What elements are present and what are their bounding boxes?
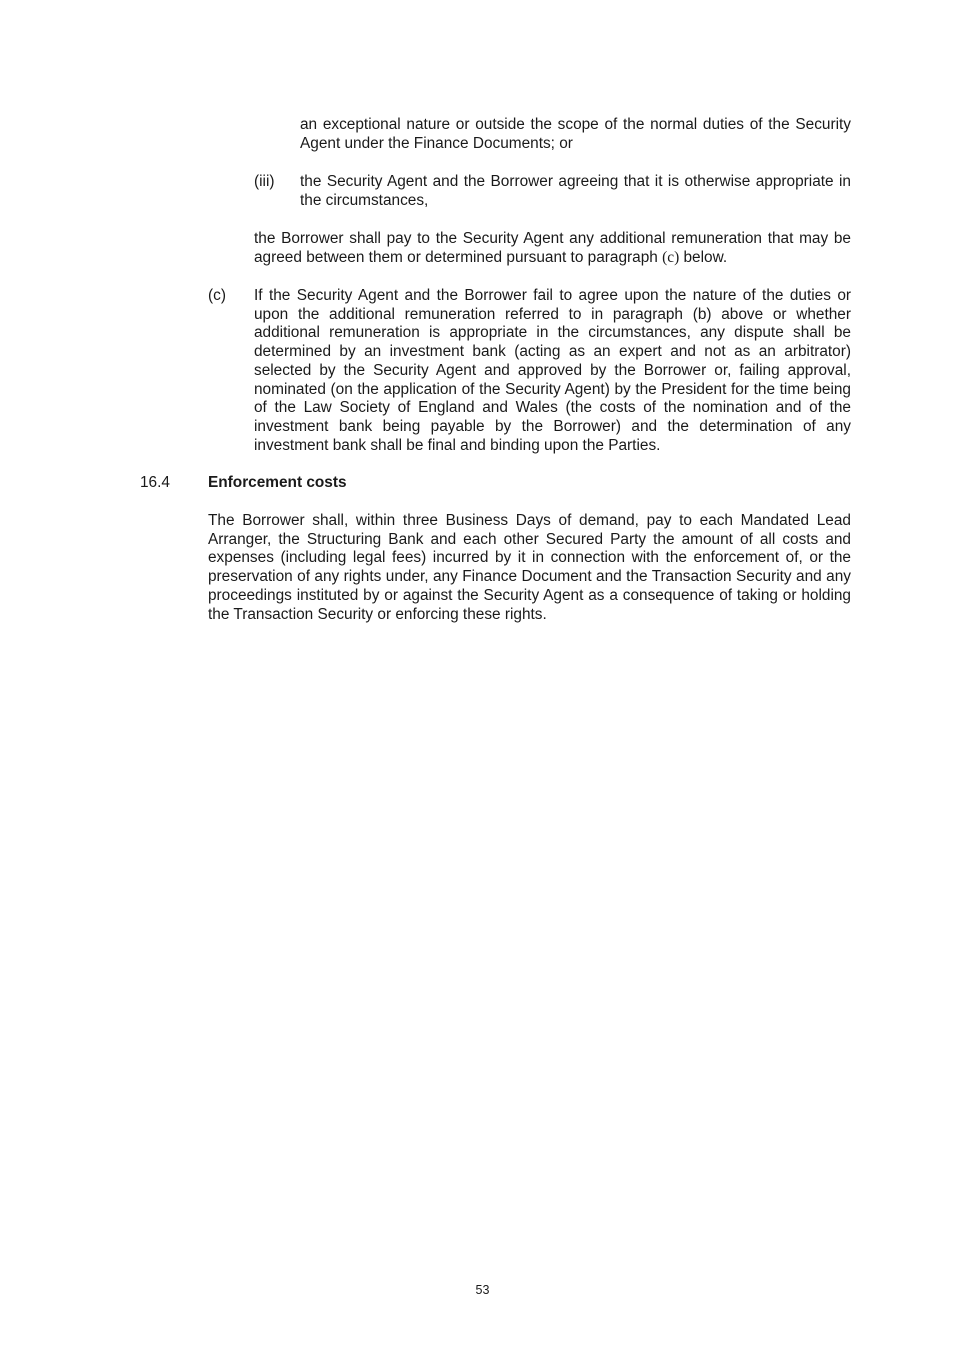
closing-paragraph-text-after: below.: [679, 248, 728, 266]
para-c-text: If the Security Agent and the Borrower fail to agree upon the nature of the duties or upon the additional remuneration referred to in paragraph (b) above or whether additional remuneration is appropriate in the circumstances, any dispute shall be determined by an investment bank (acting as an expert and not as an arbitrator) selected by the Security Agent and approved by the Borrower or, failing approval, nominated (on the application of the Security Agent) by the President for the time being of the Law Society of England and Wales (the costs of the nomination and of the investment bank being payable by the Borrower) and the determination of any investment bank shall be final and binding upon the Parties.: [254, 287, 851, 454]
continuation-paragraph: an exceptional nature or outside the scope of the normal duties of the Security Agent under the Finance Documents; or: [300, 116, 851, 152]
closing-paragraph: [254, 230, 851, 267]
page-number: 53: [475, 1283, 490, 1297]
section-title: Enforcement costs: [208, 474, 347, 491]
para-c-number: (c): [208, 287, 226, 304]
closing-paragraph-text-before: the Borrower shall pay to the Security Agent any additional remuneration that may be agreed between them or determined pursuant to paragraph: [254, 230, 851, 266]
section-body: The Borrower shall, within three Business Days of demand, pay to each Mandated Lead Arranger, the Structuring Bank and each other Secured Party the amount of all costs and expenses (including legal fees) incurred by it in connection with the enforcement of, or the preservation of any rights under, any Finance Document and the Transaction Security and any proceedings instituted by or against the Security Agent as a consequence of taking or holding the Transaction Security or enforcing these rights.: [208, 512, 851, 623]
paragraph-reference: (c): [662, 248, 680, 266]
item-iii-text: the Security Agent and the Borrower agreeing that it is otherwise appropriate in the circumstances,: [300, 173, 851, 209]
item-iii-number: (iii): [254, 173, 275, 190]
section-number: 16.4: [140, 474, 170, 491]
